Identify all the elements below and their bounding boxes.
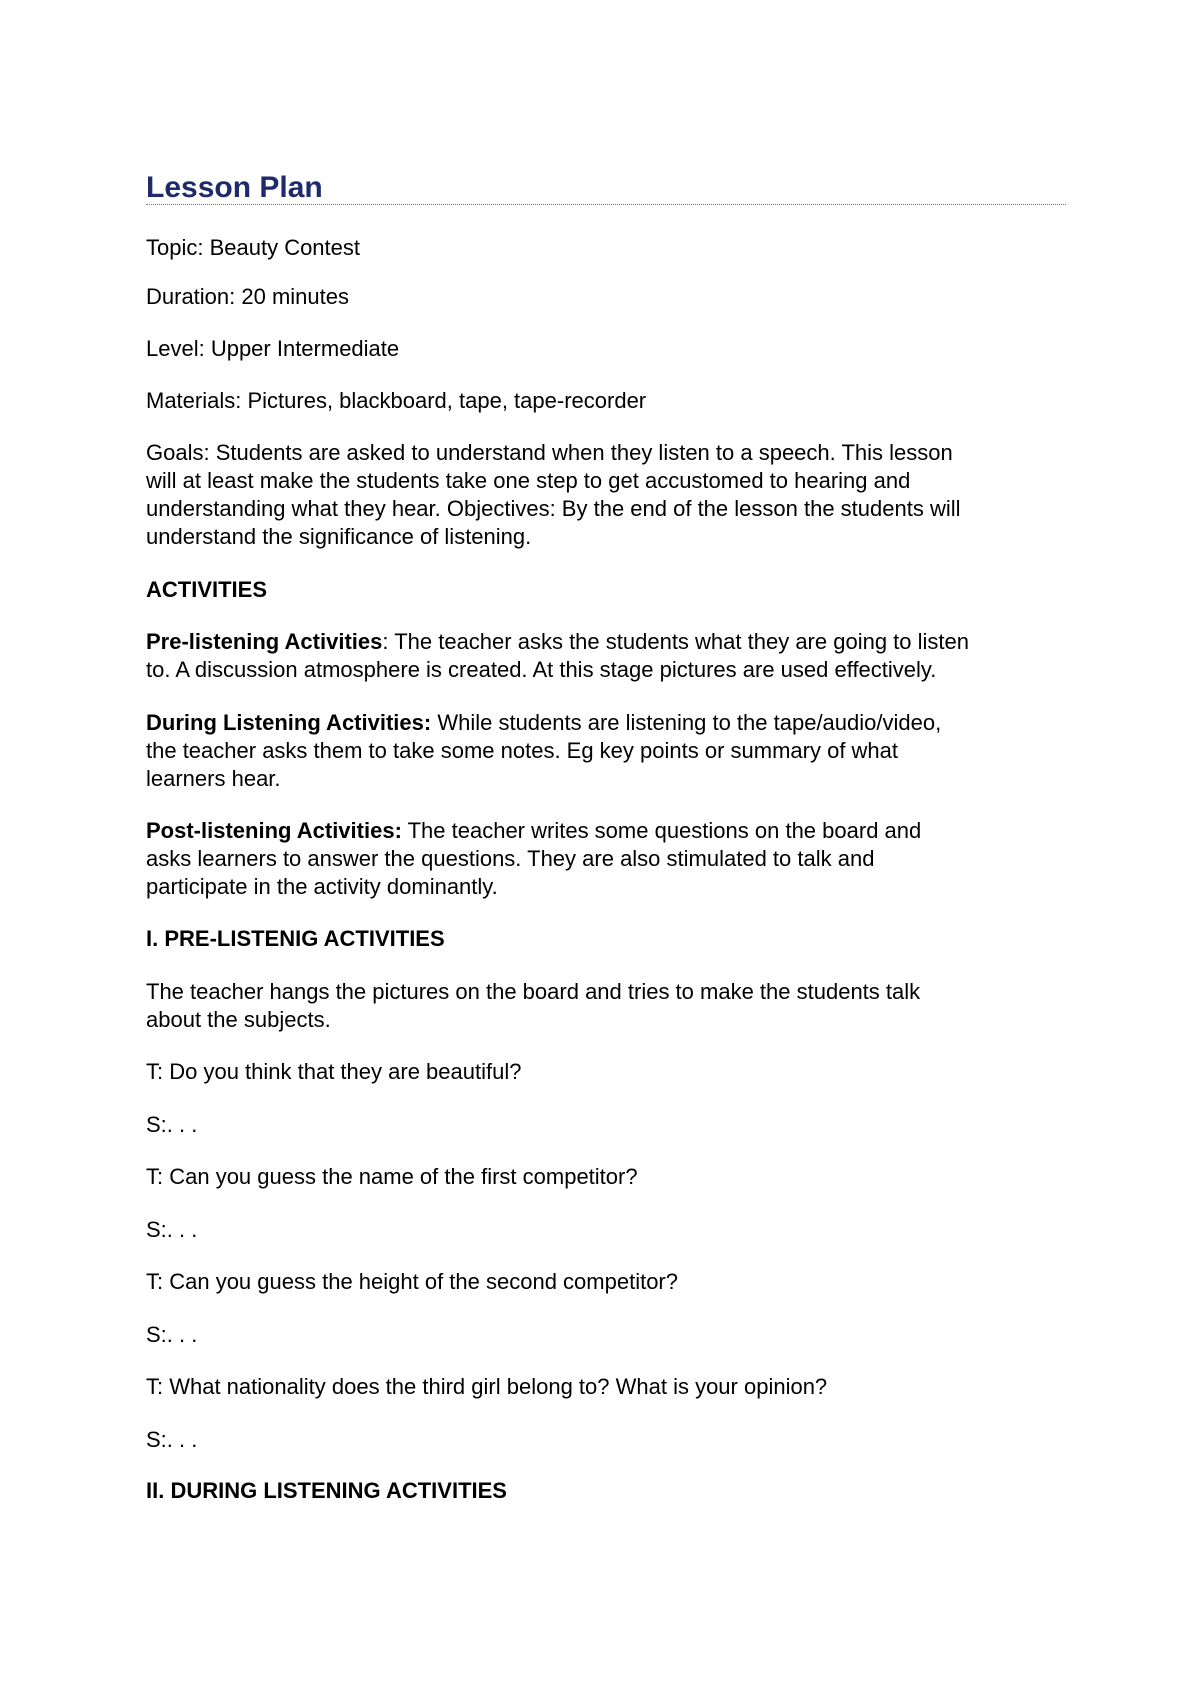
post-listening-label: Post-listening Activities: — [146, 818, 402, 843]
dialogue-line-2: S:. . . — [146, 1112, 198, 1137]
dialogue-line-1: T: Do you think that they are beautiful? — [146, 1059, 522, 1084]
goals-line-1: Goals: Students are asked to understand when they listen to a speech. This lesson — [146, 440, 953, 465]
pre-listening-line-2: to. A discussion atmosphere is created. At this stage pictures are used effectively. — [146, 657, 937, 682]
goals-line-3: understanding what they hear. Objectives: By the end of the lesson the students will — [146, 496, 961, 521]
duration-line: Duration: 20 minutes — [146, 284, 349, 309]
during-listening-line-3: learners hear. — [146, 766, 281, 791]
section-1-intro-line-1: The teacher hangs the pictures on the board and tries to make the students talk — [146, 979, 921, 1004]
activities-heading: ACTIVITIES — [146, 577, 268, 602]
pre-listening-line-1 — [146, 628, 1066, 656]
dialogue-line-8: S:. . . — [146, 1427, 198, 1452]
section-1-intro-line-2: about the subjects. — [146, 1007, 331, 1032]
during-listening-label: During Listening Activities: — [146, 710, 432, 735]
section-1-heading: I. PRE-LISTENIG ACTIVITIES — [146, 926, 445, 951]
dialogue-line-7: T: What nationality does the third girl belong to? What is your opinion? — [146, 1374, 828, 1399]
topic-line: Topic: Beauty Contest — [146, 235, 361, 260]
post-listening-text: The teacher writes some questions on the board and — [401, 818, 922, 843]
section-2-heading: II. DURING LISTENING ACTIVITIES — [146, 1478, 507, 1503]
title-divider — [146, 204, 1066, 205]
post-listening-line-3: participate in the activity dominantly. — [146, 874, 498, 899]
dialogue-line-5: T: Can you guess the height of the second competitor? — [146, 1269, 678, 1294]
pre-listening-label: Pre-listening Activities — [146, 629, 383, 654]
during-listening-line-1 — [146, 709, 1066, 737]
dialogue-line-6: S:. . . — [146, 1322, 198, 1347]
level-line: Level: Upper Intermediate — [146, 336, 400, 361]
goals-line-2: will at least make the students take one step to get accustomed to hearing and — [146, 468, 911, 493]
post-listening-line-1 — [146, 817, 1066, 845]
pre-listening-text: : The teacher asks the students what they are going to listen — [382, 629, 969, 654]
during-listening-line-2: the teacher asks them to take some notes. Eg key points or summary of what — [146, 738, 899, 763]
dialogue-line-4: S:. . . — [146, 1217, 198, 1242]
goals-line-4: understand the significance of listening. — [146, 524, 532, 549]
during-listening-text: While students are listening to the tape/audio/video, — [431, 710, 942, 735]
dialogue-line-3: T: Can you guess the name of the first competitor? — [146, 1164, 638, 1189]
post-listening-line-2: asks learners to answer the questions. They are also stimulated to talk and — [146, 846, 875, 871]
materials-line: Materials: Pictures, blackboard, tape, tape-recorder — [146, 388, 647, 413]
document-title: Lesson Plan — [146, 171, 323, 204]
